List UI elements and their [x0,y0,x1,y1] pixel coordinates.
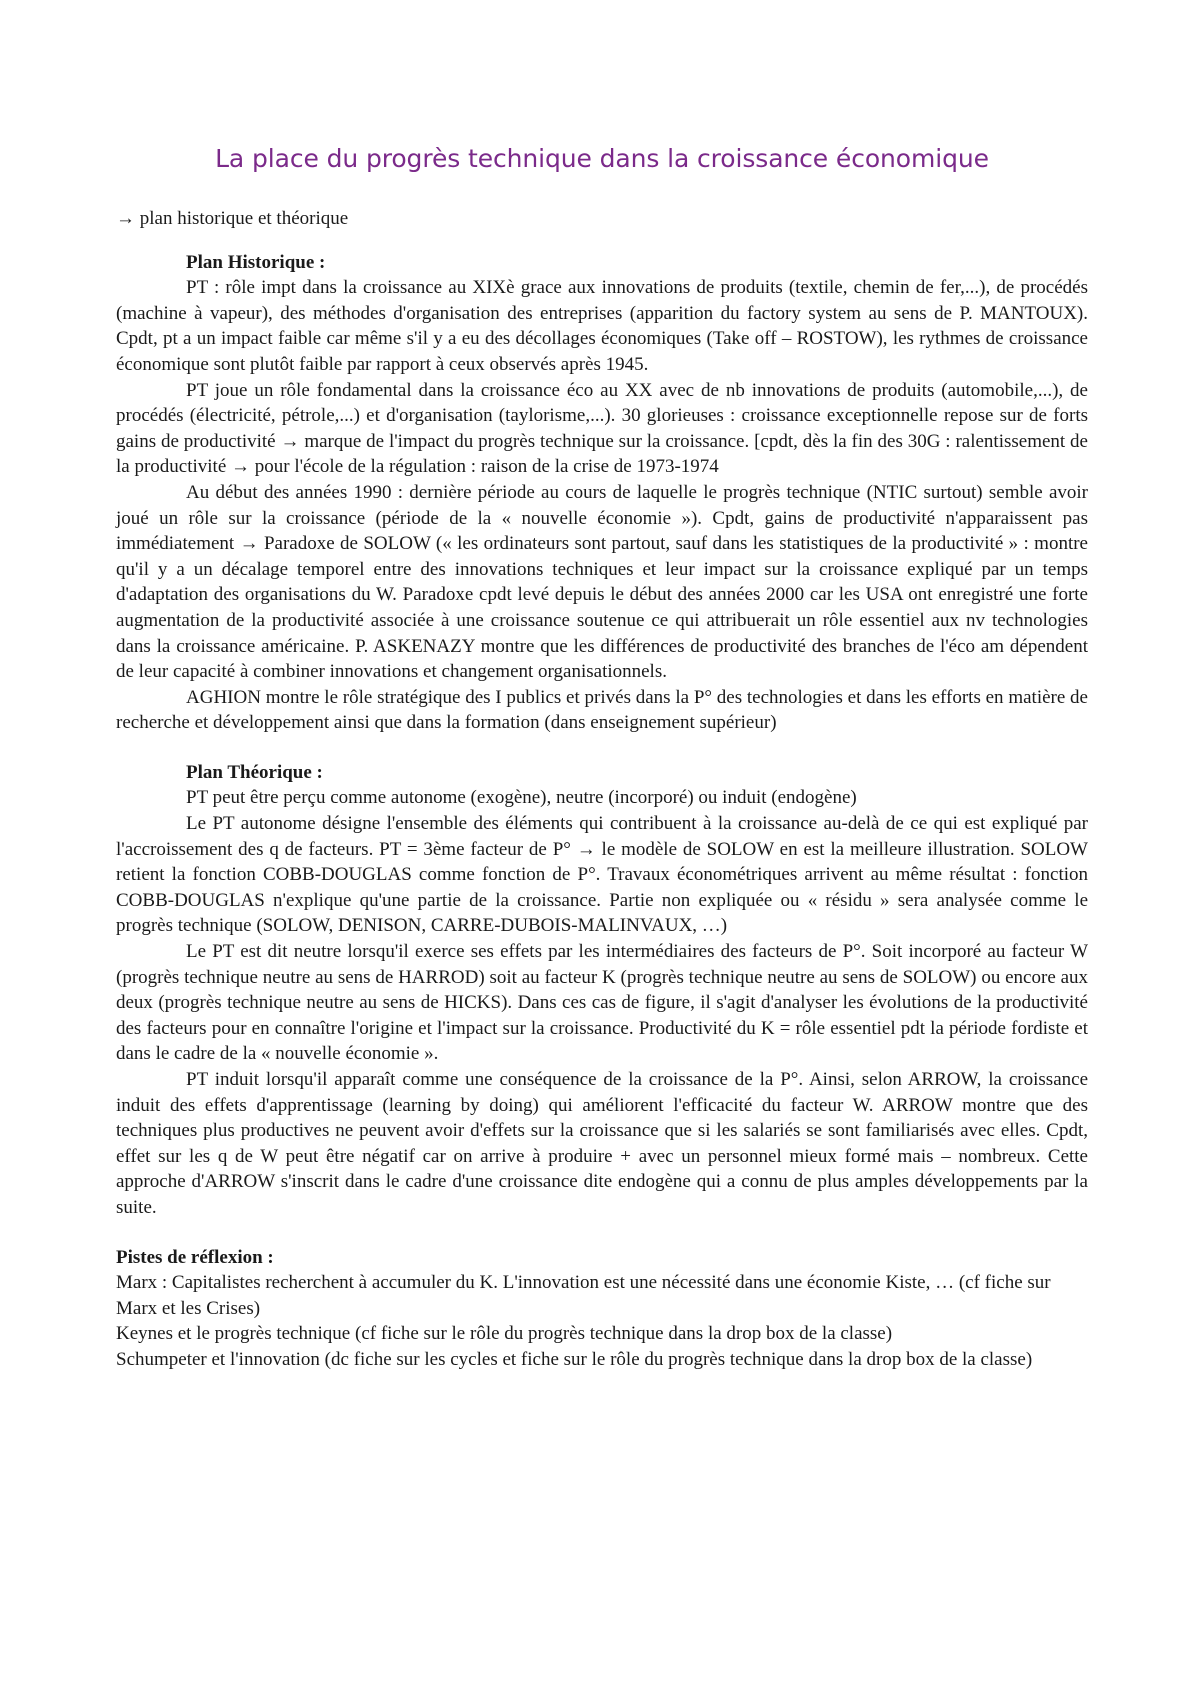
paragraph: PT peut être perçu comme autonome (exogène), neutre (incorporé) ou induit (endogène) [186,787,857,809]
list-item: Schumpeter et l'innovation (dc fiche sur les cycles et fiche sur le rôle du progrès technique dans la drop box de la classe) [116,1348,1033,1370]
section-heading-historique: Plan Historique : [186,251,326,273]
paragraph: AGHION montre le rôle stratégique des I publics et privés dans la P° des technologies et dans les efforts en matière de recherche et développement ainsi que dans la formation (dans enseignement supérieur) [116,686,1088,734]
section-heading-pistes: Pistes de réflexion : [116,1246,274,1268]
paragraph: PT : rôle impt dans la croissance au XIXè grace aux innovations de produits (textile, chemin de fer,...), de procédés (machine à vapeur), des méthodes d'organisation des entreprises (apparition du factory system au sens de P. MANTOUX). Cpdt, pt a un impact faible car même s'il y a eu des décollages économiques (Take off – ROSTOW), les rythmes de croissance économique sont plutôt faible par rapport à ceux observés après 1945. [116,277,1088,375]
section-heading-theorique: Plan Théorique : [186,761,323,783]
paragraph: PT induit lorsqu'il apparaît comme une conséquence de la croissance de la P°. Ainsi, selon ARROW, la croissance induit des effets d'apprentissage (learning by doing) qui améliorent l'efficacité du facteur W. ARROW montre que des techniques plus productives ne peuvent avoir d'effets sur la croissance que si les salariés se sont familiarisés avec elles. Cpdt, effet sur les q de W peut être négatif car on arrive à produire + avec un personnel mieux formé mais – nombreux. Cette approche d'ARROW s'inscrit dans le cadre d'une croissance dite endogène qui a connu de plus amples développements par la suite. [116,1069,1088,1218]
document-title: La place du progrès technique dans la croissance économique [215,144,989,173]
list-item: Keynes et le progrès technique (cf fiche sur le rôle du progrès technique dans la drop box de la classe) [116,1323,893,1345]
spacer [116,1221,1088,1245]
intro-line: → plan historique et théorique [116,208,349,229]
spacer [116,736,1088,760]
list-item: Marx : Capitalistes recherchent à accumuler du K. L'innovation est une nécessité dans une économie Kiste, … (cf fiche sur Marx et les Crises) [116,1272,1051,1319]
paragraph: Au début des années 1990 : dernière période au cours de laquelle le progrès technique (NTIC surtout) semble avoir joué un rôle sur la croissance (période de la « nouvelle économie »). Cpdt, gains de productivité n'apparaissent pas immédiatement → Paradoxe de SOLOW (« les ordinateurs sont partout, sauf dans les statistiques de la productivité » : montre qu'il y a un décalage temporel entre des innovations techniques et leur impact sur la croissance expliqué par un temps d'adaptation des organisations du W. Paradoxe cpdt levé depuis le début des années 2000 car les USA ont enregistré une forte augmentation de la productivité associée à une croissance soutenue ce qui attribuerait un rôle essentiel aux nv technologies dans la croissance américaine. P. ASKENAZY montre que les différences de productivité des branches de l'éco am dépendent de leur capacité à combiner innovations et changement organisationnels. [116,481,1088,683]
paragraph: PT joue un rôle fondamental dans la croissance éco au XX avec de nb innovations de produits (automobile,...), de procédés (électricité, pétrole,...) et d'organisation (taylorisme,...). 30 glorieuses : croissance exceptionnelle repose sur de forts gains de productivité → marque de l'impact du progrès technique sur la croissance. [cpdt, dès la fin des 30G : ralentissement de la productivité → pour l'école de la régulation : raison de la crise de 1973-1974 [116,379,1088,478]
paragraph: Le PT autonome désigne l'ensemble des éléments qui contribuent à la croissance au-delà de ce qui est expliqué par l'accroissement des q de facteurs. PT = 3ème facteur de P° → le modèle de SOLOW en est la meilleure illustration. SOLOW retient la fonction COBB-DOUGLAS comme fonction de P°. Travaux économétriques arrivent au même résultat : fonction COBB-DOUGLAS n'explique qu'une partie de la croissance. Partie non expliquée ou « résidu » sera analysée comme le progrès technique (SOLOW, DENISON, CARRE-DUBOIS-MALINVAUX, …) [116,813,1088,937]
paragraph: Le PT est dit neutre lorsqu'il exerce ses effets par les intermédiaires des facteurs de P°. Soit incorporé au facteur W (progrès technique neutre au sens de HARROD) soit au facteur K (progrès technique neutre au sens de SOLOW) ou encore aux deux (progrès technique neutre au sens de HICKS). Dans ces cas de figure, il s'agit d'analyser les évolutions de la productivité des facteurs pour en connaître l'origine et l'impact sur la croissance. Productivité du K = rôle essentiel pdt la période fordiste et dans le cadre de la « nouvelle économie ». [116,941,1088,1065]
